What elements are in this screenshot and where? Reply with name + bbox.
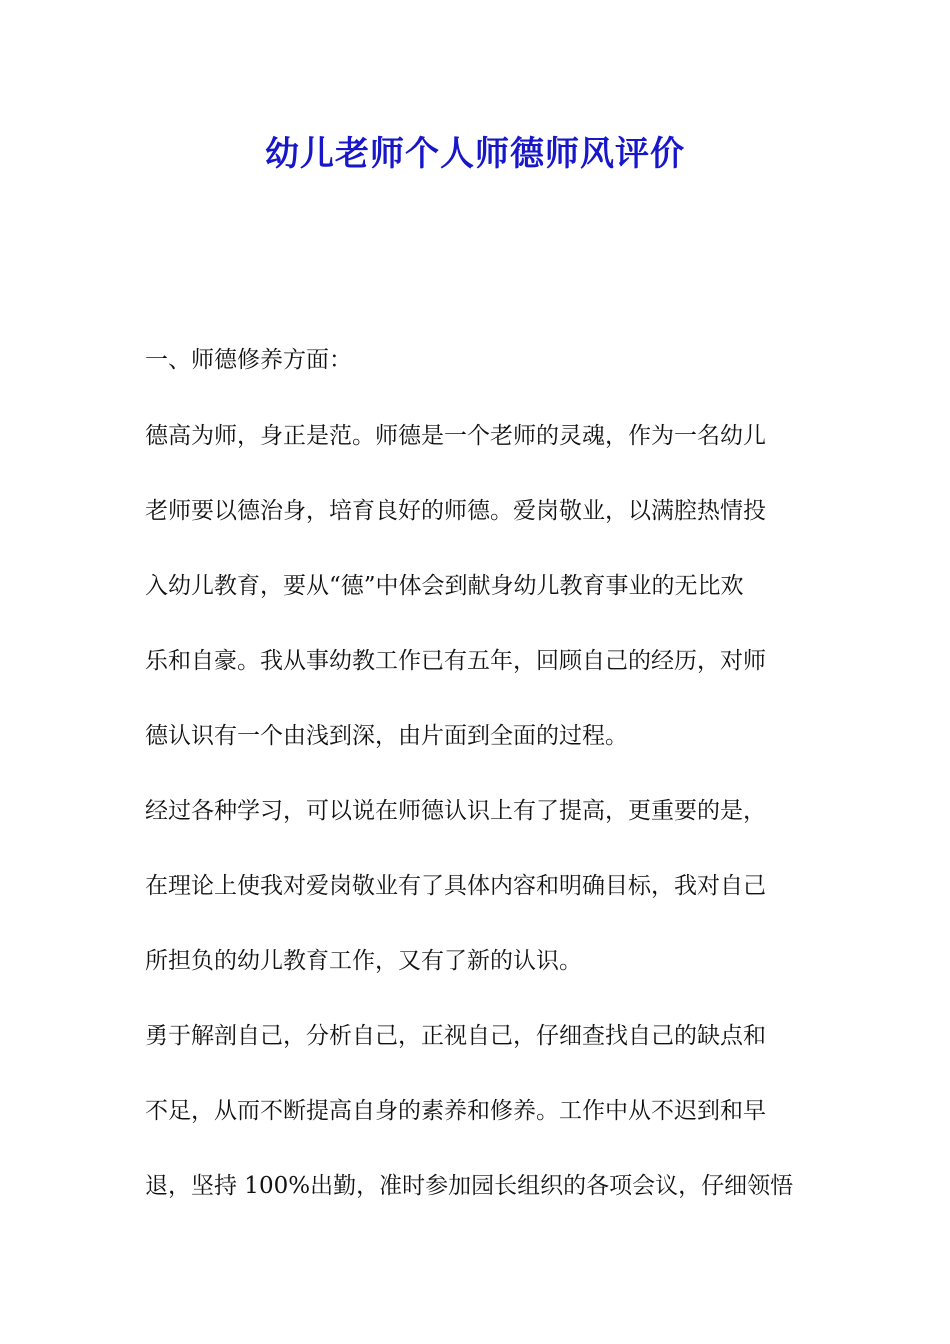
paragraph-line: 不足，从而不断提高自身的素养和修养。工作中从不迟到和早 <box>145 1098 766 1124</box>
paragraph-line: 经过各种学习，可以说在师德认识上有了提高，更重要的是， <box>145 798 766 824</box>
paragraph-line: 勇于解剖自己，分析自己，正视自己，仔细查找自己的缺点和 <box>145 1023 766 1049</box>
paragraph-line: 老师要以德治身，培育良好的师德。爱岗敬业，以满腔热情投 <box>145 498 766 524</box>
section-heading: 一、师德修养方面： <box>145 347 352 373</box>
document-title: 幼儿老师个人师德师风评价 <box>265 134 685 174</box>
paragraph-line: 入幼儿教育，要从“德”中体会到献身幼儿教育事业的无比欢 <box>145 573 744 599</box>
paragraph-line: 乐和自豪。我从事幼教工作已有五年，回顾自己的经历，对师 <box>145 648 766 674</box>
paragraph-line: 德高为师，身正是范。师德是一个老师的灵魂，作为一名幼儿 <box>145 423 766 449</box>
paragraph-line: 德认识有一个由浅到深，由片面到全面的过程。 <box>145 723 628 749</box>
paragraph-line: 所担负的幼儿教育工作，又有了新的认识。 <box>145 948 582 974</box>
paragraph-line: 退，坚持 100%出勤，准时参加园长组织的各项会议，仔细领悟 <box>145 1173 794 1199</box>
paragraph-line: 在理论上使我对爱岗敬业有了具体内容和明确目标，我对自己 <box>145 873 766 899</box>
